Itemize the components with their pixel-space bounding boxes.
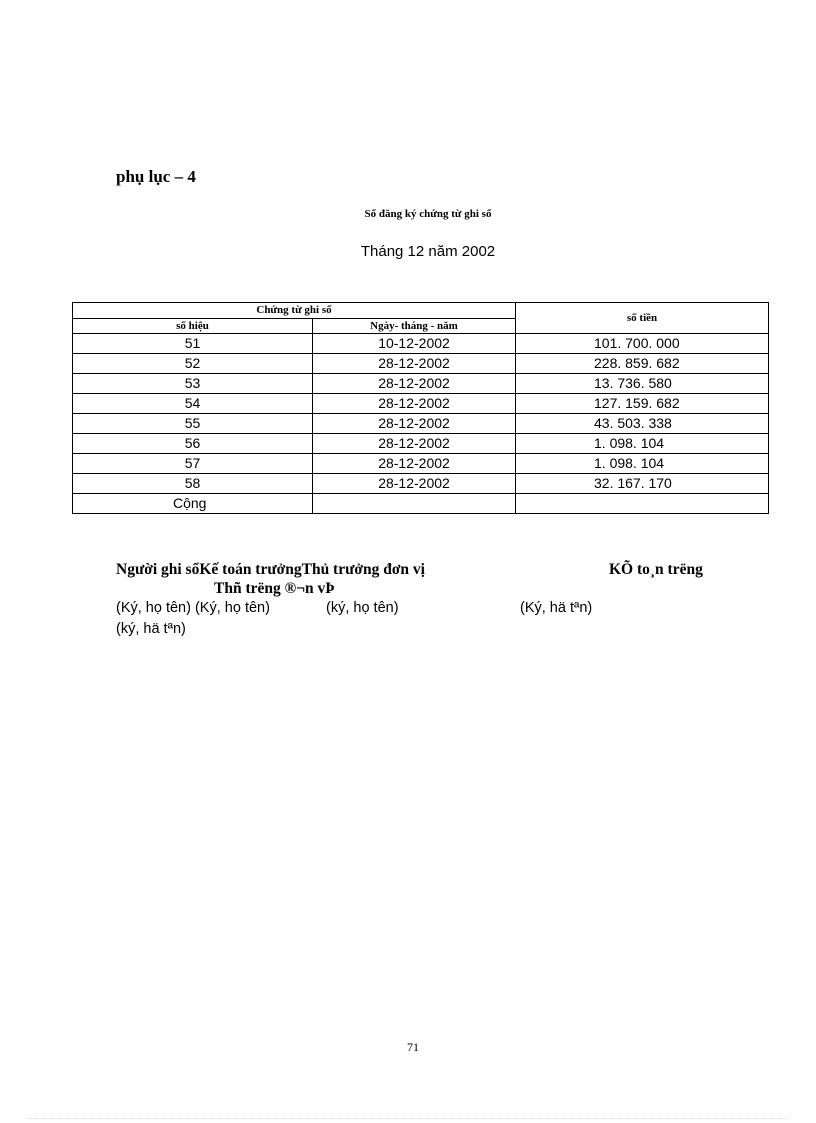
cell-amount: 43. 503. 338 (516, 414, 769, 434)
cell-amount: 1. 098. 104 (516, 434, 769, 454)
cell-amount: 101. 700. 000 (516, 334, 769, 354)
cell-date: 28-12-2002 (313, 414, 516, 434)
cell-amount: 127. 159. 682 (516, 394, 769, 414)
ledger-title: Sổ đăng ký chứng từ ghi sổ (364, 208, 492, 220)
signature-title-unit-head: Thñ trëng ®¬n vÞ (214, 580, 335, 597)
table-row (73, 394, 769, 414)
header-voucher-group: Chứng từ ghi sổ (73, 303, 516, 319)
cell-date: 28-12-2002 (313, 434, 516, 454)
table-row (73, 414, 769, 434)
cell-number: 53 (73, 374, 313, 394)
signature-note-4: (ký, hä tªn) (116, 621, 186, 637)
table-row (73, 474, 769, 494)
cell-number: 57 (73, 454, 313, 474)
header-number: số hiệu (73, 319, 313, 334)
cell-number: 54 (73, 394, 313, 414)
signature-note-2: (ký, họ tên) (326, 600, 399, 616)
table-row (73, 434, 769, 454)
cell-amount: 13. 736. 580 (516, 374, 769, 394)
total-row (73, 494, 769, 514)
ledger-table (72, 302, 769, 514)
cell-date: 28-12-2002 (313, 394, 516, 414)
cell-number: 56 (73, 434, 313, 454)
total-amount (516, 494, 769, 514)
header-amount: số tiền (516, 303, 769, 334)
cell-amount: 32. 167. 170 (516, 474, 769, 494)
cell-date: 28-12-2002 (313, 454, 516, 474)
page-number: 71 (407, 1040, 419, 1054)
total-date (313, 494, 516, 514)
cell-number: 51 (73, 334, 313, 354)
cell-date: 28-12-2002 (313, 354, 516, 374)
total-label: Cộng (73, 494, 313, 514)
table-row (73, 374, 769, 394)
signature-note-3: (Ký, hä tªn) (520, 600, 593, 616)
signature-note-1: (Ký, họ tên) (Ký, họ tên) (116, 600, 270, 616)
table-row (73, 454, 769, 474)
table-row (73, 354, 769, 374)
cell-date: 10-12-2002 (313, 334, 516, 354)
cell-number: 58 (73, 474, 313, 494)
table-row (73, 334, 769, 354)
appendix-title: phụ lục – 4 (116, 167, 196, 186)
signature-title-chief-accountant: KÕ to¸n trëng (609, 561, 703, 578)
cell-date: 28-12-2002 (313, 474, 516, 494)
signature-titles-left: Người ghi sổKế toán trưởngThủ trưởng đơn vị (116, 561, 425, 578)
cell-amount: 228. 859. 682 (516, 354, 769, 374)
cell-amount: 1. 098. 104 (516, 454, 769, 474)
page-bottom-divider (28, 1118, 788, 1119)
header-date: Ngày- tháng - năm (313, 319, 516, 334)
cell-number: 52 (73, 354, 313, 374)
cell-date: 28-12-2002 (313, 374, 516, 394)
ledger-period: Tháng 12 năm 2002 (360, 243, 496, 260)
cell-number: 55 (73, 414, 313, 434)
